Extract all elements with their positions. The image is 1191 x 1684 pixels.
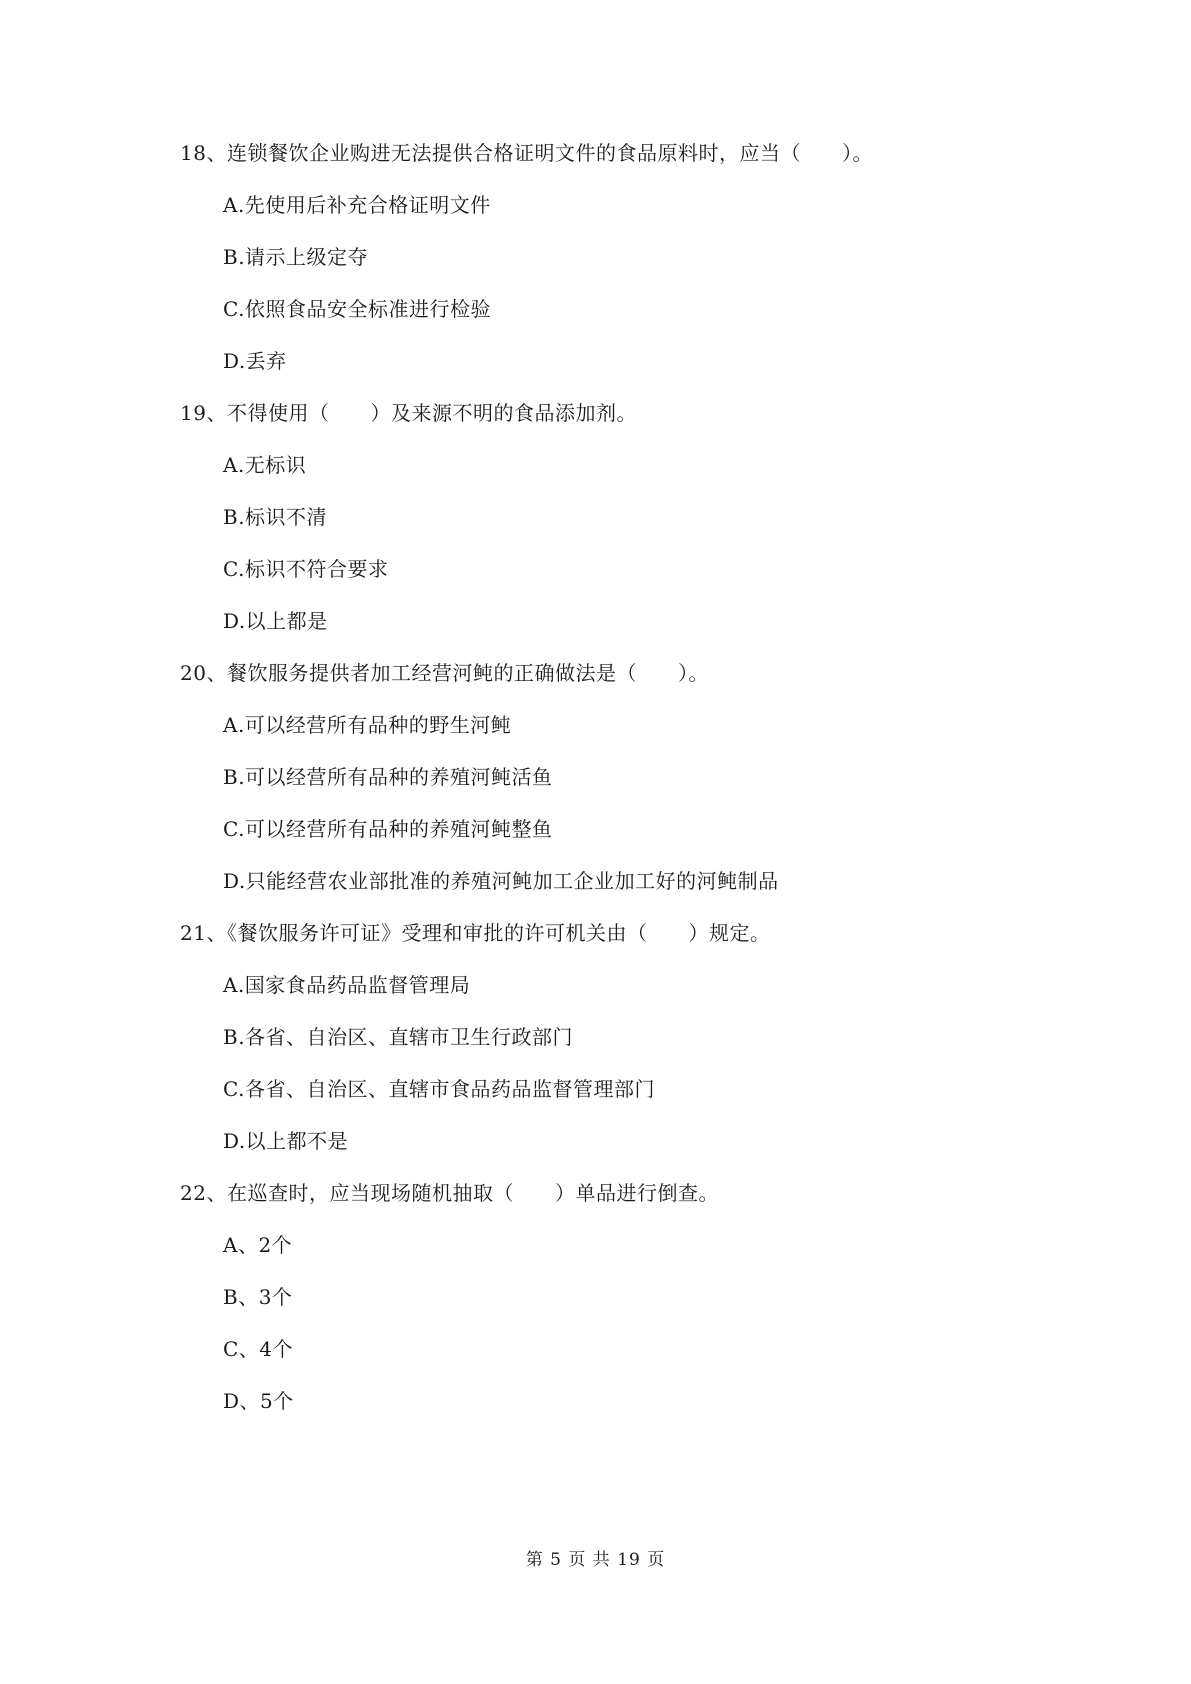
question-text: 不得使用（ ）及来源不明的食品添加剂。	[226, 401, 637, 425]
option-19-b: B.标识不清	[223, 505, 328, 529]
option-20-c: C.可以经营所有品种的养殖河鲀整鱼	[223, 817, 553, 841]
question-text: 连锁餐饮企业购进无法提供合格证明文件的食品原料时，应当（ ）。	[226, 141, 873, 165]
question-number: 19、	[180, 401, 227, 425]
option-22-c: C、4个	[223, 1337, 294, 1361]
question-number: 18、	[180, 141, 227, 165]
question-18	[180, 139, 873, 167]
option-18-b: B.请示上级定夺	[223, 245, 369, 269]
question-number: 20、	[180, 661, 227, 685]
option-21-a: A.国家食品药品监督管理局	[223, 973, 471, 997]
question-22	[180, 1179, 719, 1207]
question-text: 在巡查时，应当现场随机抽取（ ）单品进行倒查。	[226, 1181, 719, 1205]
question-text: 《餐饮服务许可证》受理和审批的许可机关由（ ）规定。	[226, 921, 771, 945]
question-number: 21、	[180, 921, 227, 945]
question-19	[180, 399, 637, 427]
question-20	[180, 659, 709, 687]
option-18-a: A.先使用后补充合格证明文件	[223, 193, 491, 217]
option-18-d: D.丢弃	[223, 349, 287, 373]
option-19-c: C.标识不符合要求	[223, 557, 389, 581]
question-21	[180, 919, 770, 947]
option-22-a: A、2个	[223, 1233, 293, 1257]
question-text: 餐饮服务提供者加工经营河鲀的正确做法是（ ）。	[226, 661, 709, 685]
option-21-c: C.各省、自治区、直辖市食品药品监督管理部门	[223, 1077, 655, 1101]
option-19-d: D.以上都是	[223, 609, 328, 633]
option-19-a: A.无标识	[223, 453, 307, 477]
option-18-c: C.依照食品安全标准进行检验	[223, 297, 491, 321]
option-20-b: B.可以经营所有品种的养殖河鲀活鱼	[223, 765, 553, 789]
option-21-d: D.以上都不是	[223, 1129, 349, 1153]
question-number: 22、	[180, 1181, 227, 1205]
option-20-a: A.可以经营所有品种的野生河鲀	[223, 713, 512, 737]
option-21-b: B.各省、自治区、直辖市卫生行政部门	[223, 1025, 574, 1049]
option-22-b: B、3个	[223, 1285, 293, 1309]
option-22-d: D、5个	[223, 1389, 294, 1413]
page-number-footer: 第 5 页 共 19 页	[525, 1550, 666, 1570]
option-20-d: D.只能经营农业部批准的养殖河鲀加工企业加工好的河鲀制品	[223, 869, 779, 893]
